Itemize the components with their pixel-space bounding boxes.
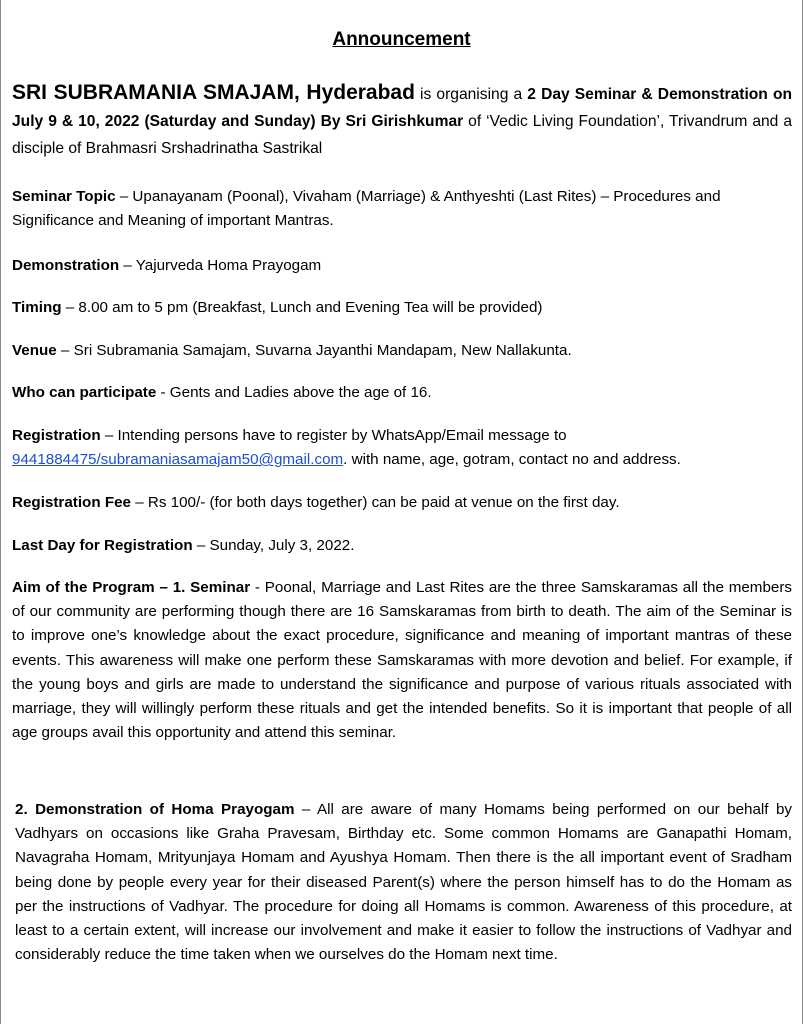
aim-text: - Poonal, Marriage and Last Rites are the three Samskaramas all the members of our community are performing though there are 16 Samskaramas from birth to death. The aim of the Seminar is to improve one’s knowledge about the exact procedure, significance and meaning of important mantras of these events. This awareness will make one perform these Samskaramas with more devotion and belief. For example, if the young boys and girls are made to understand the significance and purpose of various rituals associated with marriage, they will willingly perform these rituals and get the intended benefits. So it is important that people of all age groups avail this opportunity and attend this seminar. (12, 579, 792, 742)
announcement-title: Announcement (332, 29, 471, 50)
demonstration-paragraph (12, 254, 792, 278)
timing-text: – 8.00 am to 5 pm (Breakfast, Lunch and Evening Tea will be provided) (61, 299, 543, 316)
fee-text: – Rs 100/- (for both days together) can be paid at venue on the first day. (131, 494, 620, 511)
aim-label: Aim of the Program – 1. Seminar (12, 579, 251, 596)
homa-text: – All are aware of many Homams being performed on our behalf by Vadhyars on occasions like Graha Pravesam, Birthday etc. Some common Homams are Ganapathi Homam, Navagraha Homam, Mrityunjaya Homam and Ayushya Homam. Then there is the all important event of Sradham being done by people every year for their diseased Parent(s) where the person himself has to do the Homam as per the instructions of Vadhyar. The procedure for doing all Homams is common. Awareness of this procedure, at least to a certain extent, will increase our involvement and make it easier to follow the instructions of Vadhyar and considerably reduce the time taken when we ourselves do the Homam next time. (15, 801, 792, 964)
timing-label: Timing (12, 299, 62, 316)
demonstration-label: Demonstration (12, 257, 120, 274)
event-details: 2 Day Seminar & Demonstration on July 9 & 10, 2022 (Saturday and Sunday) By Sri Girishkumar (12, 86, 792, 130)
venue-label: Venue (12, 342, 57, 359)
organizer-name: SRI SUBRAMANIA SMAJAM, Hyderabad (12, 81, 415, 104)
registration-text: – Intending persons have to register by WhatsApp/Email message to (100, 427, 567, 444)
intro-text: is organising a (414, 86, 528, 103)
registration-paragraph (12, 424, 792, 472)
venue-text: – Sri Subramania Samajam, Suvarna Jayanthi Mandapam, New Nallakunta. (56, 342, 572, 359)
last-day-paragraph (12, 534, 792, 558)
last-day-text: – Sunday, July 3, 2022. (192, 537, 355, 554)
participants-label: Who can participate (12, 384, 157, 401)
seminar-topic-label: Seminar Topic (12, 188, 116, 205)
homa-label: 2. Demonstration of Homa Prayogam (15, 801, 295, 818)
homa-paragraph (15, 798, 792, 967)
registration-label: Registration (12, 427, 101, 444)
fee-label: Registration Fee (12, 494, 131, 511)
intro-paragraph (12, 79, 792, 162)
aim-paragraph (12, 576, 792, 745)
fee-paragraph (12, 491, 792, 515)
participants-text: - Gents and Ladies above the age of 16. (156, 384, 432, 401)
registration-text-2: . with name, age, gotram, contact no and address. (343, 451, 681, 469)
last-day-label: Last Day for Registration (12, 537, 193, 554)
venue-paragraph (12, 339, 792, 363)
registration-contact-link[interactable]: 9441884475/subramaniasamajam50@gmail.com (12, 451, 344, 469)
seminar-topic-text: – Upanayanam (Poonal), Vivaham (Marriage) & Anthyeshti (Last Rites) – Procedures and Significance and Meaning of important Mantras. (12, 188, 721, 230)
timing-paragraph (12, 296, 792, 320)
participants-paragraph (12, 381, 792, 405)
intro-foundation-text: of ‘Vedic Living Foundation’, Trivandrum and a disciple of Brahmasri Srshadrinatha Sastrikal (12, 113, 792, 157)
demonstration-text: – Yajurveda Homa Prayogam (119, 257, 322, 274)
seminar-topic-paragraph (12, 185, 792, 233)
